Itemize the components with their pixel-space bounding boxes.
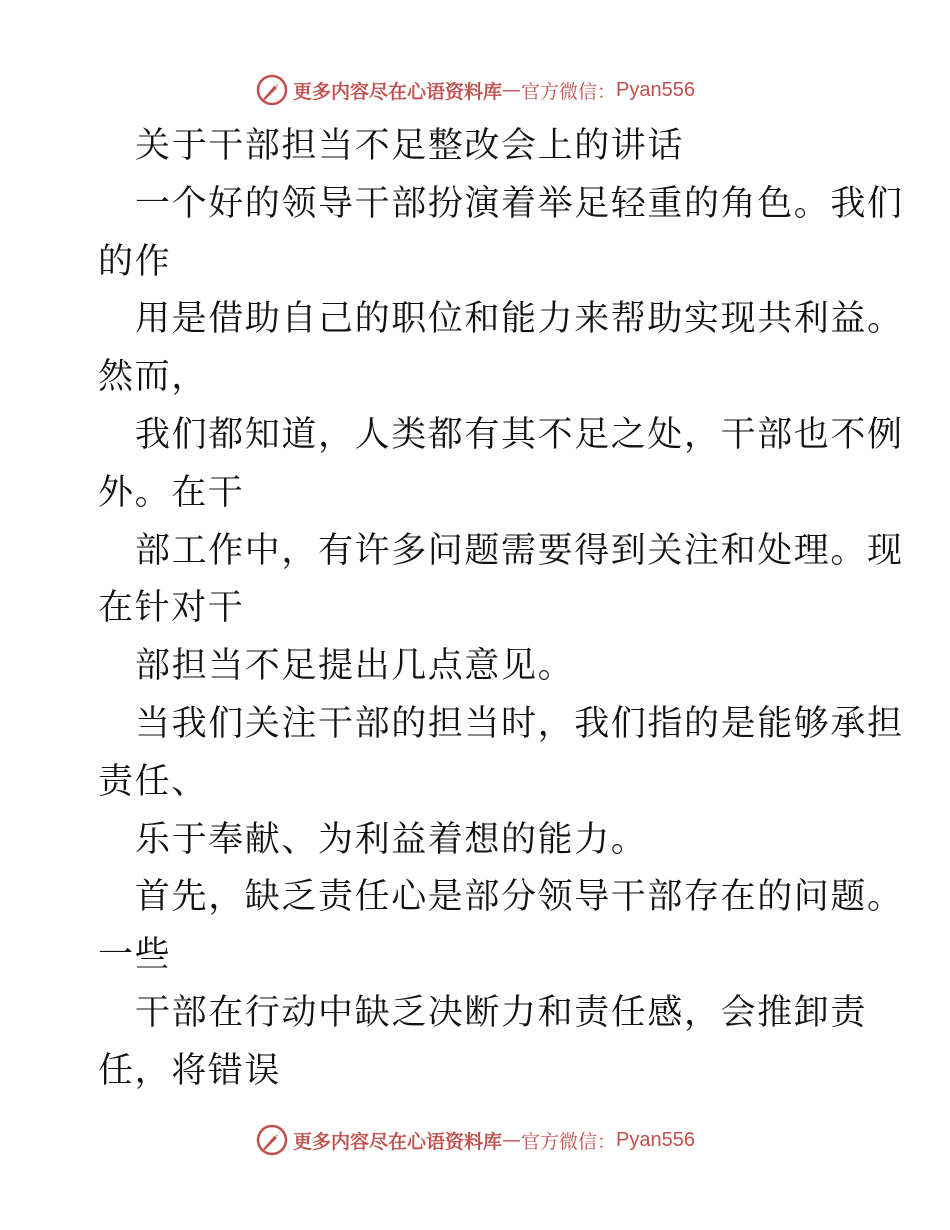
watermark-separator: — xyxy=(502,79,522,101)
watermark-wechat-id: Pyan556 xyxy=(616,1128,695,1151)
watermark-site-text: 更多内容尽在心语资料库 xyxy=(293,1130,503,1153)
text-line: 一些 xyxy=(98,935,172,976)
header-watermark xyxy=(0,70,950,110)
text-line: 然而， xyxy=(98,357,208,398)
watermark-separator: — xyxy=(502,1129,522,1151)
watermark-site-text: 更多内容尽在心语资料库 xyxy=(293,80,503,103)
text-line: 干部在行动中缺乏决断力和责任感，会推卸责 xyxy=(135,992,868,1033)
text-line: 的作 xyxy=(98,241,172,282)
text-line: 当我们关注干部的担当时，我们指的是能够承担 xyxy=(135,703,904,744)
footer-watermark xyxy=(0,1120,950,1160)
text-line: 用是借助自己的职位和能力来帮助实现共利益。 xyxy=(135,299,904,340)
text-line: 一个好的领导干部扮演着举足轻重的角色。我们 xyxy=(135,183,904,224)
pen-nib-logo-icon xyxy=(255,1123,289,1157)
text-line: 任，将错误 xyxy=(98,1050,282,1091)
text-line: 我们都知道，人类都有其不足之处，干部也不例 xyxy=(135,414,904,455)
document-title: 关于干部担当不足整改会上的讲话 xyxy=(135,126,685,166)
watermark-wechat-label: 官方微信： xyxy=(521,1130,617,1153)
text-line: 责任、 xyxy=(98,761,208,802)
pen-nib-logo-icon xyxy=(255,73,289,107)
text-line: 在针对干 xyxy=(98,588,245,629)
text-line: 乐于奉献、为利益着想的能力。 xyxy=(135,819,648,860)
text-line: 部工作中，有许多问题需要得到关注和处理。现 xyxy=(135,530,904,571)
text-line: 部担当不足提出几点意见。 xyxy=(135,646,575,687)
text-line: 首先，缺乏责任心是部分领导干部存在的问题。 xyxy=(135,877,904,918)
watermark-wechat-label: 官方微信： xyxy=(521,80,617,103)
text-line: 外。在干 xyxy=(98,472,245,513)
watermark-wechat-id: Pyan556 xyxy=(616,78,695,101)
document-body xyxy=(98,118,904,1101)
